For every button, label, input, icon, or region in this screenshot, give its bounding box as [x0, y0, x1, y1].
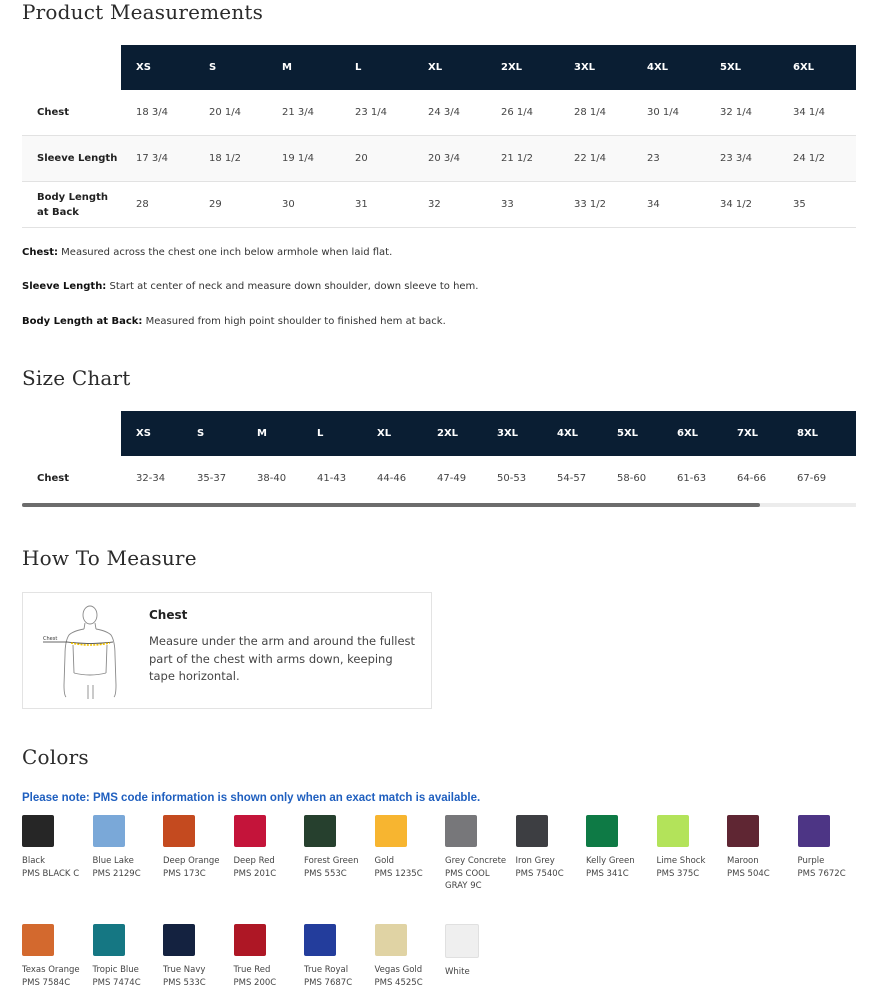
size-header: 7XL	[722, 411, 782, 456]
size-header: M	[267, 45, 340, 90]
table-row	[22, 182, 856, 228]
product-measurements-table	[22, 45, 856, 228]
color-swatch[interactable]	[516, 815, 548, 847]
table-cell: 20 3/4	[413, 136, 486, 182]
color-pms-code: PMS COOL GRAY 9C	[445, 868, 490, 891]
size-header: XL	[362, 411, 422, 456]
size-header: XS	[121, 411, 182, 456]
size-header: XL	[413, 45, 486, 90]
table-cell: 58-60	[617, 473, 647, 484]
color-swatch-label	[798, 855, 866, 880]
chest-measure-figure	[37, 599, 147, 701]
color-name: Blue Lake	[92, 856, 134, 866]
color-name: Texas Orange	[22, 965, 80, 975]
color-pms-code: PMS 7540C	[515, 868, 564, 879]
color-swatch[interactable]	[22, 924, 54, 956]
color-swatch-label	[375, 855, 443, 880]
row-label: Body Length at Back	[22, 182, 121, 228]
table-cell: 24 3/4	[413, 90, 486, 136]
size-header: L	[302, 411, 362, 456]
color-name: Maroon	[727, 856, 759, 866]
color-name: Grey Concrete	[445, 856, 507, 866]
color-pms-code: PMS 4525C	[374, 977, 423, 988]
color-swatch[interactable]	[657, 815, 689, 847]
color-name: Kelly Green	[586, 856, 635, 866]
table-cell: 50-53	[497, 473, 527, 484]
table-cell: 35	[778, 182, 856, 228]
color-name: True Red	[233, 965, 271, 975]
color-swatch-label	[304, 964, 372, 989]
color-pms-code: PMS 341C	[586, 868, 629, 879]
color-swatch[interactable]	[22, 815, 54, 847]
row-label: Chest	[22, 90, 121, 136]
table-cell: 35-37	[197, 473, 227, 484]
table-cell: 21 1/2	[486, 136, 559, 182]
size-header: 8XL	[782, 411, 856, 456]
color-swatch[interactable]	[93, 815, 125, 847]
size-chart-horizontal-scrollbar[interactable]	[22, 503, 856, 507]
table-cell: 28	[121, 182, 194, 228]
table-cell: 34 1/2	[705, 182, 778, 228]
size-chart-title: Size Chart	[22, 366, 131, 390]
color-pms-code: PMS 200C	[233, 977, 277, 988]
note-text: Measured across the chest one inch below armhole when laid flat.	[57, 247, 393, 258]
color-pms-code: PMS 504C	[727, 868, 770, 879]
table-corner	[22, 45, 121, 90]
table-row	[22, 136, 856, 182]
color-swatch-item[interactable]	[234, 924, 302, 989]
color-name: Lime Shock	[656, 856, 706, 866]
color-swatch-label	[445, 855, 513, 893]
color-name: Tropic Blue	[92, 965, 139, 975]
table-cell: 23 1/4	[340, 90, 413, 136]
table-cell: 31	[340, 182, 413, 228]
table-cell: 20	[340, 136, 413, 182]
color-swatch-item[interactable]	[445, 815, 513, 893]
size-header: S	[182, 411, 242, 456]
measurement-note-sleeve	[22, 281, 478, 292]
color-swatch[interactable]	[445, 924, 479, 958]
table-corner	[22, 411, 121, 456]
table-cell: 33 1/2	[559, 182, 632, 228]
color-swatch-label	[586, 855, 654, 880]
color-pms-code: PMS 553C	[304, 868, 347, 879]
color-swatch-label	[93, 855, 161, 880]
table-cell: 67-69	[797, 473, 827, 484]
table-cell: 32	[413, 182, 486, 228]
color-pms-code: PMS 7474C	[92, 977, 141, 988]
size-header: 4XL	[632, 45, 705, 90]
color-swatch-item[interactable]	[163, 815, 231, 880]
color-name: Deep Orange	[163, 856, 220, 866]
color-swatch-item[interactable]	[304, 815, 372, 880]
measurement-note-body-length	[22, 316, 446, 327]
color-name: Forest Green	[304, 856, 359, 866]
size-header: 3XL	[559, 45, 632, 90]
table-cell: 34	[632, 182, 705, 228]
size-header: 4XL	[542, 411, 602, 456]
size-header: 2XL	[422, 411, 482, 456]
color-pms-code: PMS 375C	[656, 868, 700, 879]
table-cell: 33	[486, 182, 559, 228]
color-name: Vegas Gold	[374, 965, 423, 975]
size-header: 6XL	[662, 411, 722, 456]
color-swatch-label	[727, 855, 795, 880]
color-swatch-item[interactable]	[93, 924, 161, 989]
color-swatch-item[interactable]	[22, 924, 90, 989]
table-cell: 20 1/4	[194, 90, 267, 136]
color-swatch-item[interactable]	[93, 815, 161, 880]
size-header: XS	[121, 45, 194, 90]
color-swatch-item[interactable]	[516, 815, 584, 880]
table-cell: 38-40	[257, 473, 287, 484]
table-cell: 54-57	[557, 473, 587, 484]
color-name: Deep Red	[233, 856, 275, 866]
color-swatch-item[interactable]	[375, 815, 443, 880]
size-header: M	[242, 411, 302, 456]
table-cell: 23	[632, 136, 705, 182]
color-pms-code: PMS 173C	[163, 868, 206, 879]
table-cell: 30 1/4	[632, 90, 705, 136]
color-swatch[interactable]	[375, 815, 407, 847]
size-header: L	[340, 45, 413, 90]
table-cell: 32-34	[136, 473, 166, 484]
color-swatch[interactable]	[304, 815, 336, 847]
table-cell: 26 1/4	[486, 90, 559, 136]
size-header: 3XL	[482, 411, 542, 456]
color-swatch-label	[516, 855, 584, 880]
color-swatch[interactable]	[586, 815, 618, 847]
color-swatch-label	[234, 855, 302, 880]
color-name: True Royal	[304, 965, 349, 975]
table-cell: 34 1/4	[778, 90, 856, 136]
color-swatch[interactable]	[234, 924, 266, 956]
color-pms-code: PMS BLACK C	[22, 868, 80, 879]
color-name: White	[445, 967, 470, 977]
table-cell: 64-66	[737, 473, 767, 484]
color-swatch[interactable]	[163, 924, 195, 956]
figure-chest-label: Chest	[43, 636, 58, 642]
color-pms-code: PMS 7672C	[797, 868, 846, 879]
color-pms-code: PMS 1235C	[374, 868, 423, 879]
table-header-row	[22, 411, 856, 456]
product-measurements-title: Product Measurements	[22, 0, 264, 24]
color-swatch-item[interactable]	[234, 815, 302, 880]
table-cell: 61-63	[677, 473, 707, 484]
color-name: True Navy	[163, 965, 206, 975]
color-name: Black	[22, 856, 45, 866]
color-pms-code: PMS 533C	[163, 977, 206, 988]
table-header-row	[22, 45, 856, 90]
color-swatch-label	[22, 964, 90, 989]
pms-note: Please note: PMS code information is shown only when an exact match is available.	[22, 792, 481, 804]
color-swatch[interactable]	[727, 815, 759, 847]
measure-item-text: Measure under the arm and around the fullest part of the chest with arms down, keeping tape horizontal.	[149, 634, 416, 683]
table-cell: 23 3/4	[705, 136, 778, 182]
color-swatch-item[interactable]	[657, 815, 725, 880]
color-swatch[interactable]	[798, 815, 830, 847]
table-cell: 29	[194, 182, 267, 228]
color-swatch-label	[163, 964, 231, 989]
color-swatch[interactable]	[93, 924, 125, 956]
table-cell: 32 1/4	[705, 90, 778, 136]
table-cell: 18 1/2	[194, 136, 267, 182]
size-header: 2XL	[486, 45, 559, 90]
size-chart-table	[22, 411, 856, 501]
color-swatch-item[interactable]	[586, 815, 654, 880]
color-swatch-label	[657, 855, 725, 880]
color-swatch-item[interactable]	[163, 924, 231, 989]
color-swatch-label	[163, 855, 231, 880]
table-cell: 28 1/4	[559, 90, 632, 136]
color-swatch-item[interactable]	[22, 815, 90, 880]
color-name: Gold	[374, 856, 395, 866]
how-to-measure-title: How To Measure	[22, 546, 197, 570]
color-swatch-item[interactable]	[727, 815, 795, 880]
table-cell: 19 1/4	[267, 136, 340, 182]
table-cell: 30	[267, 182, 340, 228]
color-swatch[interactable]	[304, 924, 336, 956]
color-swatch-item[interactable]	[375, 924, 443, 989]
scrollbar-thumb[interactable]	[22, 503, 760, 507]
color-swatch-item[interactable]	[798, 815, 866, 880]
color-name: Purple	[797, 856, 825, 866]
table-cell: 17 3/4	[121, 136, 194, 182]
color-swatch[interactable]	[375, 924, 407, 956]
measure-item-title: Chest	[149, 608, 188, 622]
note-term: Body Length at Back:	[22, 316, 143, 327]
color-pms-code: PMS 2129C	[92, 868, 141, 879]
color-swatch-label	[234, 964, 302, 989]
size-header: S	[194, 45, 267, 90]
note-text: Start at center of neck and measure down shoulder, down sleeve to hem.	[106, 281, 479, 292]
table-cell: 18 3/4	[121, 90, 194, 136]
row-label: Chest	[37, 473, 69, 484]
color-swatch-item[interactable]	[445, 924, 513, 979]
table-row	[22, 456, 856, 501]
color-swatch-label	[304, 855, 372, 880]
color-pms-code: PMS 7687C	[304, 977, 353, 988]
color-swatch-item[interactable]	[304, 924, 372, 989]
note-term: Chest:	[22, 247, 58, 258]
note-term: Sleeve Length:	[22, 281, 107, 292]
how-to-measure-card	[22, 592, 432, 709]
color-swatch-label	[375, 964, 443, 989]
color-swatch[interactable]	[445, 815, 477, 847]
color-pms-code: PMS 7584C	[22, 977, 71, 988]
color-name: Iron Grey	[515, 856, 555, 866]
table-cell: 41-43	[317, 473, 347, 484]
table-cell: 22 1/4	[559, 136, 632, 182]
size-header: 6XL	[778, 45, 856, 90]
note-text: Measured from high point shoulder to finished hem at back.	[142, 316, 446, 327]
size-header: 5XL	[602, 411, 662, 456]
table-cell: 24 1/2	[778, 136, 856, 182]
table-cell: 47-49	[437, 473, 467, 484]
table-cell: 21 3/4	[267, 90, 340, 136]
table-cell: 44-46	[377, 473, 407, 484]
measurement-note-chest	[22, 247, 392, 258]
color-swatch[interactable]	[234, 815, 266, 847]
row-label: Sleeve Length	[22, 136, 121, 182]
color-swatch-label	[22, 855, 90, 880]
table-row	[22, 90, 856, 136]
color-swatch[interactable]	[163, 815, 195, 847]
color-swatch-label	[445, 966, 513, 979]
size-header: 5XL	[705, 45, 778, 90]
colors-title: Colors	[22, 745, 89, 769]
color-pms-code: PMS 201C	[233, 868, 277, 879]
color-swatch-label	[93, 964, 161, 989]
